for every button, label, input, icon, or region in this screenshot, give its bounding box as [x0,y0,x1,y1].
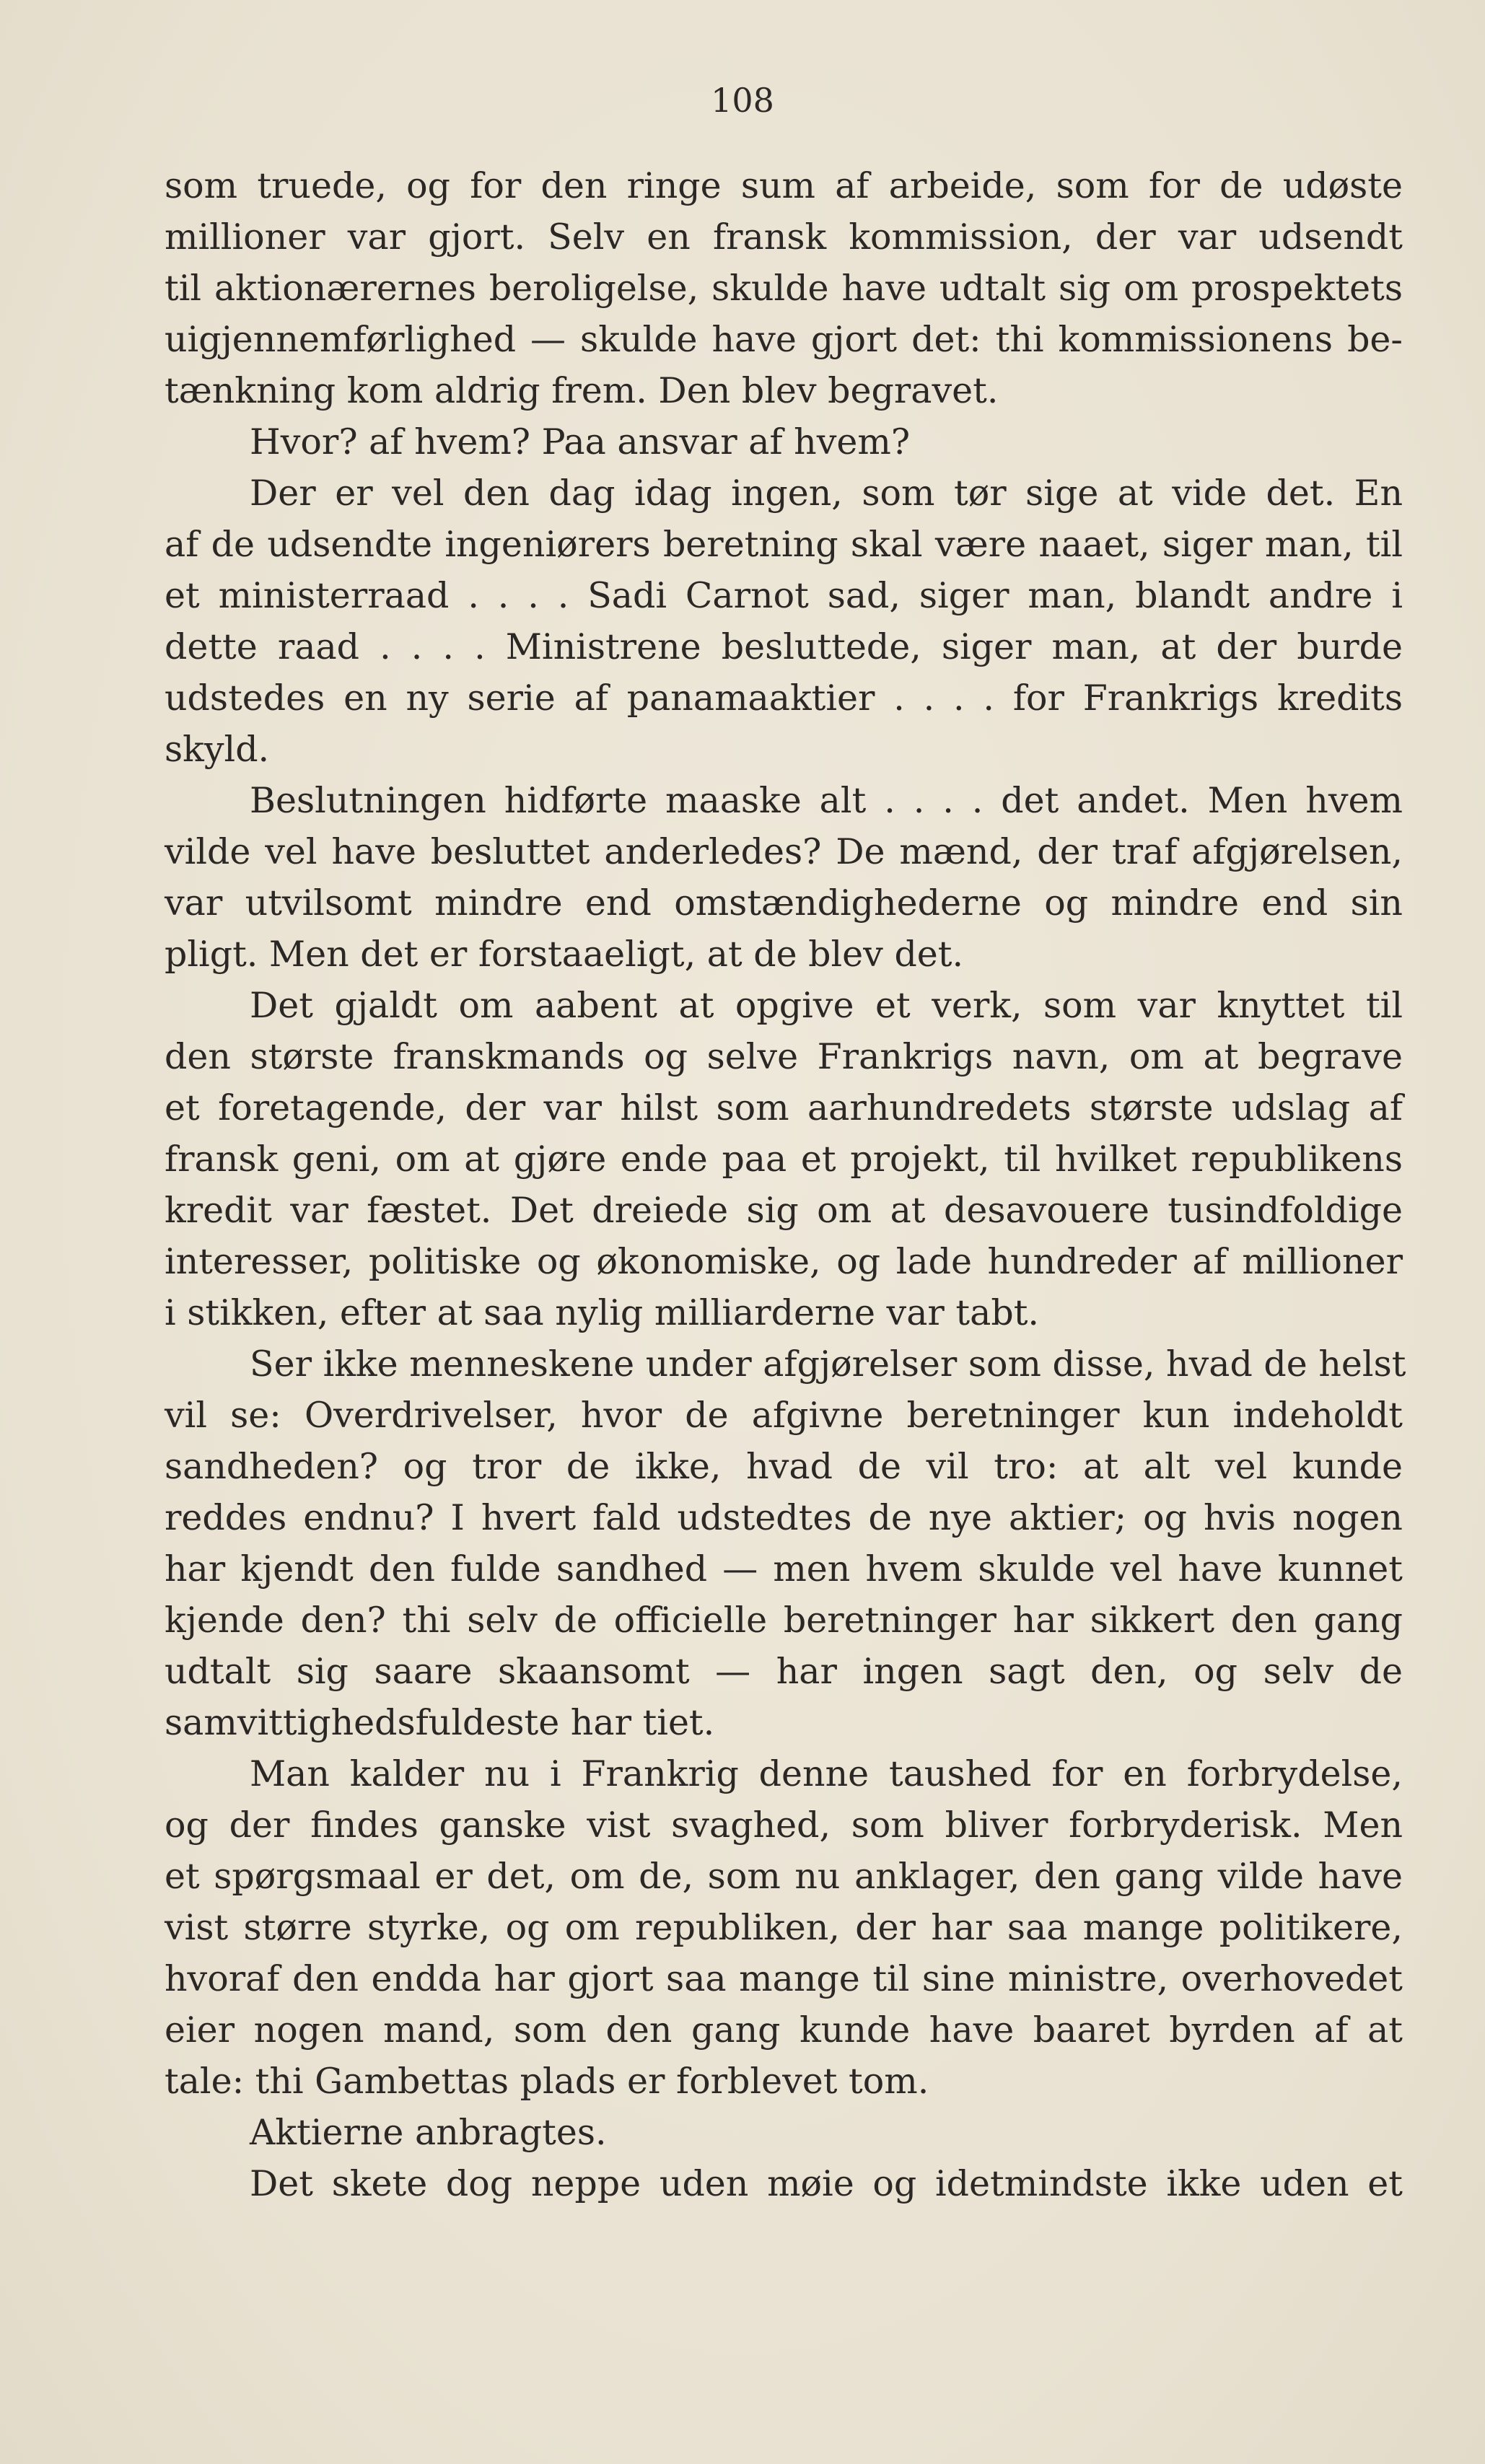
text-line: skyld. [165,729,270,770]
text-line: udtalt sig saare skaansomt — har ingen sagt den, og selv de [165,1651,1403,1692]
text-line: uigjennemførlighed — skulde have gjort det: thi kommissionens be- [165,319,1403,360]
text-line: i stikken, efter at saa nylig milliarderne var tabt. [165,1292,1039,1333]
text-line: Der er vel den dag idag ingen, som tør sige at vide det. En [250,473,1403,514]
text-line: Beslutningen hidførte maaske alt . . . . det andet. Men hvem [250,780,1403,821]
text-line: et spørgsmaal er det, om de, som nu anklager, den gang vilde have [165,1856,1403,1897]
text-line: fransk geni, om at gjøre ende paa et projekt, til hvilket republikens [165,1139,1403,1180]
text-line: Man kalder nu i Frankrig denne taushed for en forbrydelse, [250,1753,1403,1794]
text-line: af de udsendte ingeniørers beretning skal være naaet, siger man, til [165,524,1403,565]
text-line: har kjendt den fulde sandhed — men hvem skulde vel have kunnet [165,1548,1403,1590]
text-line: vist større styrke, og om republiken, der har saa mange politikere, [165,1907,1403,1948]
text-line: eier nogen mand, som den gang kunde have baaret byrden af at [165,2009,1403,2051]
text-line: et ministerraad . . . . Sadi Carnot sad, siger man, blandt andre i [165,575,1403,616]
text-line: tænkning kom aldrig frem. Den blev begravet. [165,370,999,411]
text-line: vil se: Overdrivelser, hvor de afgivne beretninger kun indeholdt [165,1395,1403,1436]
text-line: Det gjaldt om aabent at opgive et verk, som var knyttet til [250,985,1403,1026]
text-line: Det skete dog neppe uden møie og idetmindste ikke uden et [250,2163,1403,2204]
body-text [165,160,1406,2209]
text-line: kredit var fæstet. Det dreiede sig om at desavouere tusindfoldige [165,1190,1403,1231]
text-line: som truede, og for den ringe sum af arbeide, som for de udøste [165,165,1403,206]
text-line: Aktierne anbragtes. [250,2112,607,2153]
text-line: samvittighedsfuldeste har tiet. [165,1702,715,1743]
text-line: Ser ikke menneskene under afgjørelser som disse, hvad de helst [250,1343,1406,1385]
text-line: et foretagende, der var hilst som aarhundredets største udslag af [165,1087,1403,1128]
text-line: og der findes ganske vist svaghed, som bliver forbryderisk. Men [165,1805,1403,1846]
text-line: sandheden? og tror de ikke, hvad de vil tro: at alt vel kunde [165,1446,1403,1487]
text-line: var utvilsomt mindre end omstændighederne og mindre end sin [165,882,1403,924]
text-line: millioner var gjort. Selv en fransk kommission, der var udsendt [165,216,1403,258]
text-line: Hvor? af hvem? Paa ansvar af hvem? [250,421,911,462]
page-number: 108 [711,81,774,120]
text-line: interesser, politiske og økonomiske, og lade hundreder af millioner [165,1241,1403,1282]
text-line: tale: thi Gambettas plads er forblevet tom. [165,2061,929,2102]
text-line: til aktionærernes beroligelse, skulde have udtalt sig om prospektets [165,268,1403,309]
text-line: reddes endnu? I hvert fald udstedtes de nye aktier; og hvis nogen [165,1497,1403,1538]
text-line: vilde vel have besluttet anderledes? De mænd, der traf afgjørelsen, [165,831,1403,872]
text-line: dette raad . . . . Ministrene besluttede, siger man, at der burde [165,626,1403,667]
text-line: pligt. Men det er forstaaeligt, at de blev det. [165,934,964,975]
text-line: den største franskmands og selve Frankrigs navn, om at begrave [165,1036,1403,1077]
text-line: udstedes en ny serie af panamaaktier . . . . for Frankrigs kredits [165,678,1403,719]
text-line: kjende den? thi selv de officielle beretninger har sikkert den gang [165,1600,1403,1641]
text-line: hvoraf den endda har gjort saa mange til sine ministre, overhovedet [165,1958,1403,1999]
